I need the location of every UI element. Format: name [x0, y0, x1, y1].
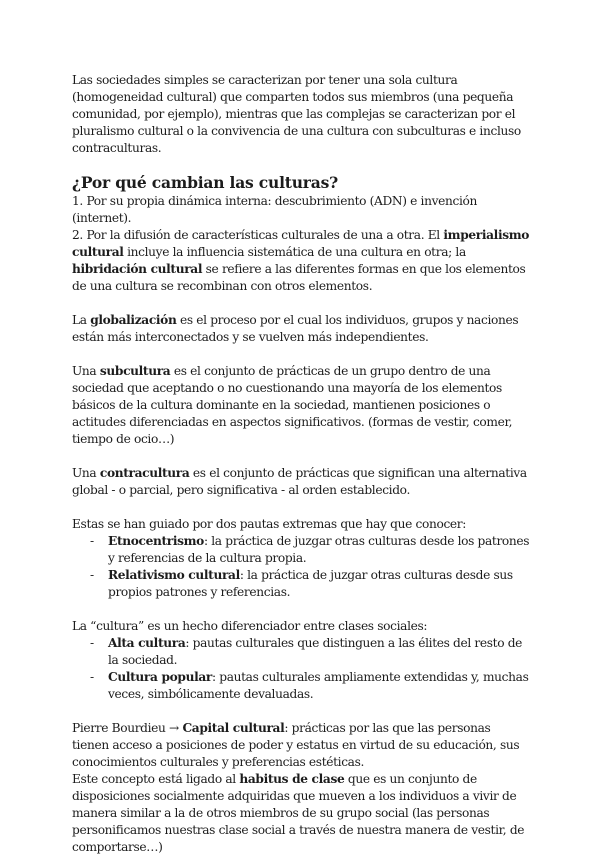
dash-bullet: -: [90, 636, 94, 650]
text-run: que es un conjunto de disposiciones socialmente adquiridas que mueven a los individuos a vivir de manera similar a la de otros miembros de su grupo social (las personas personificamos nuestras clase social a través de nuestra manera de vestir, de comportarse…): [72, 772, 525, 854]
clases-intro: La “cultura” es un hecho diferenciador entre clases sociales:: [72, 619, 428, 633]
dash-bullet: -: [90, 534, 94, 548]
text-run: La: [72, 313, 91, 327]
text-run: : la práctica de juzgar otras culturas desde los patrones y referencias de la cultura propia.: [108, 534, 530, 565]
text-run: Una: [72, 364, 100, 378]
habitus-paragraph: [72, 771, 530, 856]
term-alta-cultura: Alta cultura: [108, 636, 186, 650]
list-item: [90, 635, 530, 669]
list-item: [90, 567, 530, 601]
pautas-list: [72, 533, 530, 601]
text-run: Este concepto está ligado al: [72, 772, 240, 786]
term-imperialismo: imperialismo cultural: [72, 228, 530, 259]
cause-2: [72, 227, 530, 295]
clases-list: [72, 635, 530, 703]
section-heading: ¿Por qué cambian las culturas?: [72, 173, 338, 192]
text-run: es el proceso por el cual los individuos, grupos y naciones están más interconectados y se vuelven más independientes.: [72, 313, 519, 344]
term-etnocentrismo: Etnocentrismo: [108, 534, 204, 548]
text-run: Pierre Bourdieu →: [72, 721, 183, 735]
text-run: : la práctica de juzgar otras culturas desde sus propios patrones y referencias.: [108, 568, 513, 599]
globalizacion-paragraph: [72, 312, 530, 346]
text-run: se refiere a las diferentes formas en que los elementos de una cultura se recombinan con otros elementos.: [72, 262, 526, 293]
bourdieu-paragraph: [72, 720, 530, 771]
text-run: : prácticas por las que las personas tienen acceso a posiciones de poder y estatus en virtud de su educación, sus conocimientos culturales y preferencias estéticas.: [72, 721, 520, 769]
term-habitus: habitus de clase: [239, 772, 345, 786]
term-hibridacion: hibridación cultural: [72, 262, 203, 276]
text-run: incluye la influencia sistemática de una cultura en otra; la: [123, 245, 466, 259]
contracultura-paragraph: [72, 465, 530, 499]
dash-bullet: -: [90, 670, 94, 684]
text-run: : pautas culturales que distinguen a las élites del resto de la sociedad.: [108, 636, 523, 667]
text-run: Una: [72, 466, 100, 480]
term-relativismo: Relativismo cultural: [108, 568, 240, 582]
text-run: es el conjunto de prácticas que significan una alternativa global - o parcial, pero significativa - al orden establecido.: [72, 466, 527, 497]
term-contracultura: contracultura: [99, 466, 190, 480]
subcultura-paragraph: [72, 363, 530, 448]
text-run: es el conjunto de prácticas de un grupo dentro de una sociedad que aceptando o no cuestionando una mayoría de los elementos básicos de la cultura dominante en la sociedad, mantienen posiciones o actitudes diferenciadas en aspectos significativos. (formas de vestir, comer, tiempo de ocio…): [72, 364, 513, 446]
term-capital-cultural: Capital cultural: [182, 721, 285, 735]
dash-bullet: -: [90, 568, 94, 582]
pautas-intro: Estas se han guiado por dos pautas extremas que hay que conocer:: [72, 517, 467, 531]
cause-1: 1. Por su propia dinámica interna: descubrimiento (ADN) e invención (internet).: [72, 194, 477, 225]
list-item: [90, 533, 530, 567]
term-subcultura: subcultura: [99, 364, 171, 378]
text-run: : pautas culturales ampliamente extendidas y, muchas veces, simbólicamente devaluadas.: [108, 670, 529, 701]
term-globalizacion: globalización: [90, 313, 177, 327]
text-run: 2. Por la difusión de características culturales de una a otra. El: [72, 228, 444, 242]
term-cultura-popular: Cultura popular: [108, 670, 212, 684]
intro-paragraph: Las sociedades simples se caracterizan por tener una sola cultura (homogeneidad cultural) que comparten todos sus miembros (una pequeña comunidad, por ejemplo), mientras que las complejas se caracterizan por el pluralismo cultural o la convivencia de una cultura con subculturas e incluso contraculturas.: [72, 73, 521, 155]
list-item: [90, 669, 530, 703]
